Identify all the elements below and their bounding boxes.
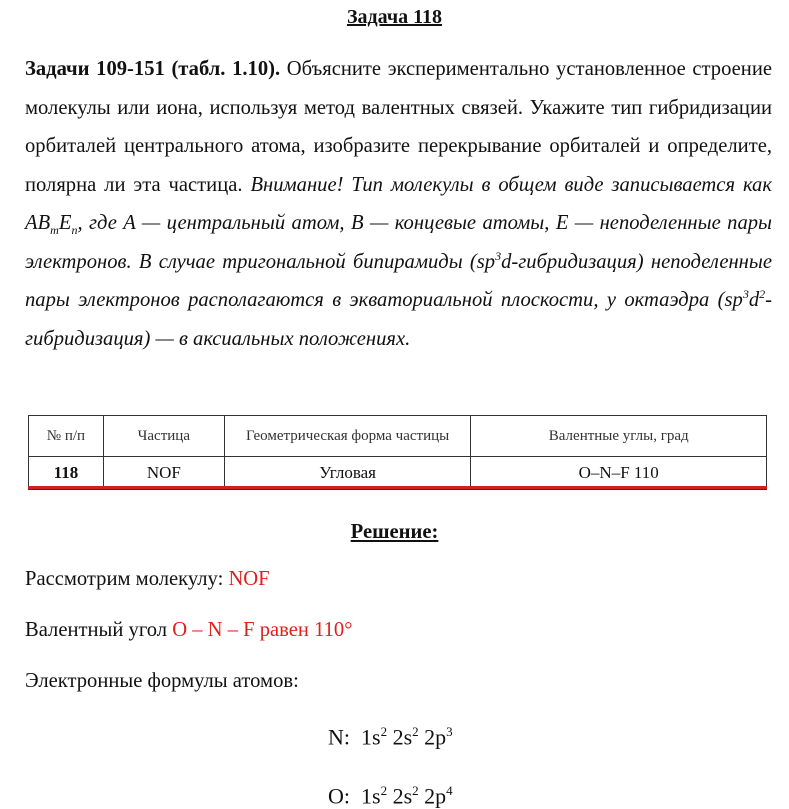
particle-table [28,415,767,490]
solution-title: Решение: [350,521,439,543]
task-text: Объясните экспериментально установленное строение молекулы или иона, используя метод валентных связей. Укажите тип гибридизации орбиталей центрального атома, изобразите перекрывание орбиталей и определите, полярна ли эта частица. [25,58,772,196]
nitrogen-formula: N: $1s^2$ $2s^2$ $2p^3$ [328,724,453,750]
cell-particle: NOF [103,457,224,490]
molecule-value: NOF [228,568,270,590]
table-row [29,457,767,490]
table-header-row [29,416,767,457]
task-description [25,50,772,358]
molecule-label: Рассмотрим молекулу: [25,568,229,590]
header-particle: Частица [103,416,224,457]
table-bottom-rule [28,486,767,489]
cell-shape: Угловая [224,457,471,490]
angle-line [25,619,352,642]
task-note: Внимание! Тип молекулы в общем виде записывается как $AB_mE_n$, где A — центральный атом, B — концевые атомы, E — неподеленные пары электронов. В случае тригональной бипирамиды $(sp^3d-гибридизация)$ неподеленные пары электронов располагаются в экваториальной плоскости, у октаэдра $(sp^3d^2-гибридизация)$ — в аксиальных положениях. [25,173,772,350]
header-number: № п/п [29,416,104,457]
header-angles: Валентные углы, град [471,416,767,457]
formulas-label: Электронные формулы атомов: [25,670,299,692]
angle-value: O – N – F равен 110° [172,619,353,641]
page-title: Задача 118 [346,6,443,28]
cell-angles: O–N–F 110 [471,457,767,490]
task-lead: Задачи 109-151 (табл. 1.10). [25,58,281,80]
molecule-line [25,568,270,591]
oxygen-formula: O: $1s^2$ $2s^2$ $2p^4$ [328,783,453,809]
header-shape: Геометрическая форма частицы [224,416,471,457]
angle-label: Валентный угол [25,619,173,641]
cell-number: 118 [29,457,104,490]
